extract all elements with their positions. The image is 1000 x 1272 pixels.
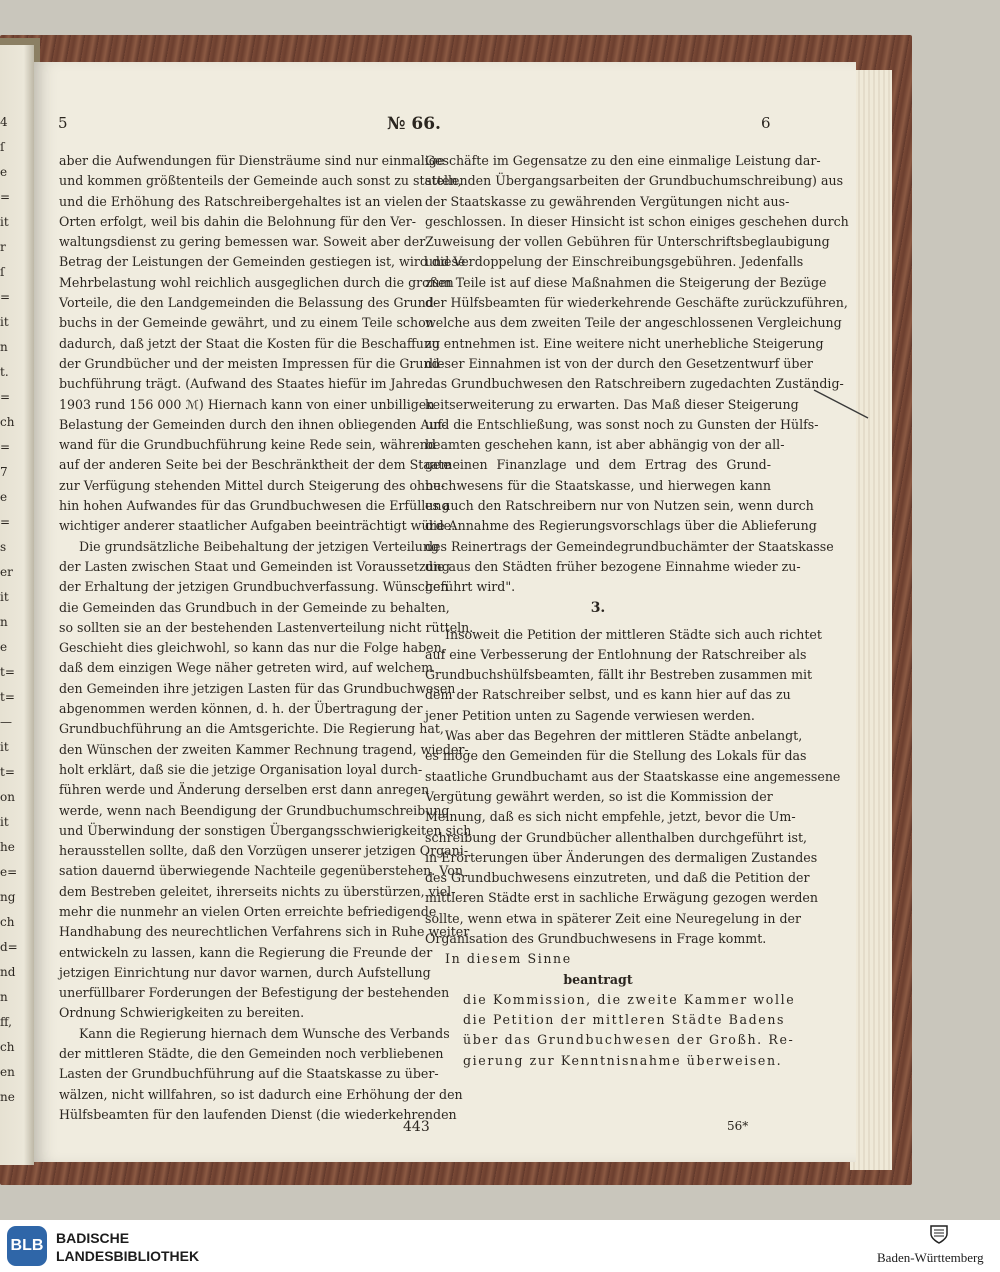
page-number-right: 6 bbox=[761, 114, 771, 132]
text-line: der Grundbücher und der meisten Impressen für die Grund- bbox=[59, 355, 444, 371]
document-page bbox=[34, 62, 856, 1162]
previous-page-fragment: ſ bbox=[0, 140, 5, 154]
previous-page-fragment: t= bbox=[0, 690, 15, 704]
text-line: das Grundbuchwesen den Ratschreibern zugedachten Zuständig- bbox=[425, 376, 844, 392]
text-line: Lasten der Grundbuchführung auf die Staatskasse zu über- bbox=[59, 1066, 439, 1082]
text-line: führen werde und Änderung derselben erst dann anregen bbox=[59, 782, 430, 798]
page-stack bbox=[850, 70, 892, 1170]
right-column bbox=[425, 153, 849, 1073]
text-line: gemeinen Finanzlage und dem Ertrag des Grund- bbox=[425, 457, 771, 473]
text-line: den Gemeinden ihre jetzigen Lasten für das Grundbuchwesen bbox=[59, 680, 456, 696]
text-line: buchführung trägt. (Aufwand des Staates hiefür im Jahre bbox=[59, 376, 425, 392]
text-line: sollte, wenn etwa in späterer Zeit eine Neuregelung in der bbox=[425, 910, 801, 926]
previous-page-fragment: ng bbox=[0, 890, 16, 904]
previous-page-fragment: 4 bbox=[0, 115, 8, 129]
footer-page-number: 443 bbox=[403, 1119, 430, 1135]
previous-page-fragment: on bbox=[0, 790, 15, 804]
previous-page-fragment: d= bbox=[0, 940, 18, 954]
previous-page-fragment: t= bbox=[0, 765, 15, 779]
previous-page-fragment: t= bbox=[0, 665, 15, 679]
previous-page-fragment: 7 bbox=[0, 465, 8, 479]
text-line: waltungsdienst zu gering bemessen war. Soweit aber der bbox=[59, 234, 426, 250]
text-line: Handhabung des neurechtlichen Verfahrens sich in Ruhe weiter bbox=[59, 924, 470, 940]
previous-page-fragment: it bbox=[0, 315, 9, 329]
library-name-line2: LANDESBIBLIOTHEK bbox=[56, 1248, 200, 1264]
text-line: und die Entschließung, was sonst noch zu Gunsten der Hülfs- bbox=[425, 416, 819, 432]
text-line: beamten geschehen kann, ist aber abhängig von der all- bbox=[425, 437, 785, 453]
previous-page-fragment: it bbox=[0, 215, 9, 229]
previous-page-fragment: — bbox=[0, 715, 12, 729]
text-line: Insoweit die Petition der mittleren Städte sich auch richtet bbox=[445, 626, 822, 642]
text-line: Vorteile, die den Landgemeinden die Belassung des Grund- bbox=[59, 295, 439, 311]
text-line: geschlossen. In dieser Hinsicht ist schon einiges geschehen durch bbox=[425, 213, 849, 229]
motion-line: die Kommission, die zweite Kammer wolle bbox=[463, 991, 796, 1007]
text-line: Die grundsätzliche Beibehaltung der jetzigen Verteilung bbox=[79, 538, 440, 554]
text-line: und kommen größtenteils der Gemeinde auch sonst zu statten, bbox=[59, 173, 462, 189]
previous-page-fragment: n bbox=[0, 340, 8, 354]
text-line: der Staatskasse zu gewährenden Vergütungen nicht aus- bbox=[425, 193, 790, 209]
previous-page-fragment: = bbox=[0, 390, 11, 404]
previous-page-fragment: nd bbox=[0, 965, 16, 979]
text-line: Hülfsbeamten für den laufenden Dienst (die wiederkehrenden bbox=[59, 1106, 457, 1122]
text-line: zum Teile ist auf diese Maßnahmen die Steigerung der Bezüge bbox=[425, 274, 827, 290]
text-line: Belastung der Gemeinden durch den ihnen obliegenden Auf- bbox=[59, 416, 447, 432]
previous-page-fragment: r bbox=[0, 240, 6, 254]
footer-signature: 56* bbox=[727, 1119, 749, 1133]
text-line: Ordnung Schwierigkeiten zu bereiten. bbox=[59, 1005, 305, 1021]
text-line: 1903 rund 156 000 ℳ) Hiernach kann von einer unbilligen bbox=[59, 396, 435, 412]
previous-page-fragment: = bbox=[0, 440, 11, 454]
text-line: stellenden Übergangsarbeiten der Grundbuchumschreibung) aus bbox=[425, 173, 844, 189]
text-line: Grundbuchführung an die Amtsgerichte. Die Regierung hat, bbox=[59, 721, 444, 737]
text-line: so sollten sie an der bestehenden Lastenverteilung nicht rütteln. bbox=[59, 619, 474, 635]
text-line: der mittleren Städte, die den Gemeinden noch verbliebenen bbox=[59, 1046, 444, 1062]
text-line: schreibung der Grundbücher allenthalben durchgeführt ist, bbox=[425, 829, 808, 845]
text-line: die Gemeinden das Grundbuch in der Gemeinde zu behalten, bbox=[59, 599, 450, 615]
text-line: mehr die nunmehr an vielen Orten erreichte befriedigende bbox=[59, 903, 437, 919]
previous-page-fragment: t. bbox=[0, 365, 9, 379]
text-line: Vergütung gewährt werden, so ist die Kommission der bbox=[425, 788, 773, 804]
library-footer-bar bbox=[0, 1220, 1000, 1272]
text-line: jetzigen Einrichtung nur davor warnen, durch Aufstellung bbox=[59, 964, 431, 980]
text-line: Geschäfte im Gegensatze zu den eine einmalige Leistung dar- bbox=[425, 153, 821, 168]
page-number-left: 5 bbox=[58, 114, 68, 132]
text-line: wand für die Grundbuchführung keine Rede sein, während bbox=[59, 437, 436, 453]
text-line: zu entnehmen ist. Eine weitere nicht unerhebliche Steigerung bbox=[425, 335, 824, 351]
text-line: sation dauernd überwiegende Nachteile gegenüberstehen. Von bbox=[59, 863, 463, 879]
previous-page-fragment: ff, bbox=[0, 1015, 12, 1029]
text-line: zur Verfügung stehenden Mittel durch Steigerung des ohne- bbox=[59, 477, 445, 493]
section-number: 3. bbox=[590, 599, 606, 616]
previous-page-fragment: e bbox=[0, 490, 8, 504]
text-line: aber die Aufwendungen für Diensträume sind nur einmalige bbox=[59, 153, 445, 168]
text-line: Was aber das Begehren der mittleren Städte anbelangt, bbox=[445, 728, 803, 744]
text-line: holt erklärt, daß sie die jetzige Organisation loyal durch- bbox=[59, 761, 423, 777]
previous-page-fragment: ch bbox=[0, 1040, 15, 1054]
previous-page-fragment: he bbox=[0, 840, 15, 854]
text-line: entwickeln zu lassen, kann die Regierung die Freunde der bbox=[59, 944, 433, 960]
text-line: Zuweisung der vollen Gebühren für Unterschriftsbeglaubigung bbox=[425, 234, 830, 250]
text-line: mittleren Städte erst in sachliche Erwägung gezogen werden bbox=[425, 890, 818, 906]
previous-page-fragment: = bbox=[0, 190, 11, 204]
previous-page-fragment: ch bbox=[0, 415, 15, 429]
text-line: die aus den Städten früher bezogene Einnahme wieder zu- bbox=[425, 558, 801, 574]
previous-page-fragment: en bbox=[0, 1065, 15, 1079]
previous-page-fragment: it bbox=[0, 815, 9, 829]
text-line: Meinung, daß es sich nicht empfehle, jetzt, bevor die Um- bbox=[425, 809, 796, 825]
text-line: unerfüllbarer Forderungen der Befestigung der bestehenden bbox=[59, 985, 450, 1001]
motion-line: gierung zur Kenntnisnahme überweisen. bbox=[463, 1052, 783, 1068]
previous-page-fragment: e bbox=[0, 165, 8, 179]
text-line: wälzen, nicht willfahren, so ist dadurch eine Erhöhung der den bbox=[59, 1086, 463, 1102]
text-line: es auch den Ratschreibern nur von Nutzen sein, wenn durch bbox=[425, 498, 814, 514]
previous-page-fragment: e bbox=[0, 640, 8, 654]
text-line: Organisation des Grundbuchwesens in Frage kommt. bbox=[425, 930, 767, 946]
text-line: Kann die Regierung hiernach dem Wunsche des Verbands bbox=[79, 1025, 450, 1041]
text-line: des Reinertrags der Gemeindegrundbuchämter der Staatskasse bbox=[425, 538, 834, 554]
previous-page-fragment: ſ bbox=[0, 265, 5, 279]
text-line: des Grundbuchwesens einzutreten, und daß die Petition der bbox=[425, 870, 810, 886]
text-line: staatliche Grundbuchamt aus der Staatskasse eine angemessene bbox=[425, 768, 841, 784]
motion-verb: beantragt bbox=[563, 971, 633, 987]
motion-line: die Petition der mittleren Städte Badens bbox=[463, 1012, 786, 1028]
text-line: Mehrbelastung wohl reichlich ausgeglichen durch die großen bbox=[59, 274, 454, 290]
text-line: den Wünschen der zweiten Kammer Rechnung tragend, wieder- bbox=[59, 741, 469, 757]
text-line: daß dem einzigen Wege näher getreten wird, auf welchem bbox=[59, 660, 434, 676]
text-line: Orten erfolgt, weil bis dahin die Belohnung für den Ver- bbox=[59, 213, 416, 229]
text-line: dadurch, daß jetzt der Staat die Kosten für die Beschaffung bbox=[59, 335, 441, 351]
text-line: der Hülfsbeamten für wiederkehrende Geschäfte zurückzuführen, bbox=[425, 295, 848, 311]
document-number: № 66. bbox=[387, 114, 441, 134]
text-line: die Annahme des Regierungsvorschlags über die Ablieferung bbox=[425, 518, 817, 534]
text-line: geführt wird". bbox=[425, 579, 516, 595]
previous-page-edge bbox=[0, 45, 34, 1165]
previous-page-fragment: ch bbox=[0, 915, 15, 929]
text-line: keitserweiterung zu erwarten. Das Maß dieser Steigerung bbox=[425, 396, 799, 412]
text-line: und die Erhöhung des Ratschreibergehaltes ist an vielen bbox=[59, 193, 423, 209]
text-line: auf eine Verbesserung der Entlohnung der Ratschreiber als bbox=[425, 646, 807, 662]
text-line: buchwesens für die Staatskasse, und hierwegen kann bbox=[425, 477, 771, 493]
text-line: abgenommen werden können, d. h. der Übertragung der bbox=[59, 701, 423, 717]
text-line: dem Bestreben geleitet, ihrerseits nichts zu überstürzen, viel- bbox=[59, 883, 456, 899]
library-name-line1: BADISCHE bbox=[56, 1230, 130, 1246]
text-line: dieser Einnahmen ist von der durch den Gesetzentwurf über bbox=[425, 355, 813, 371]
previous-page-fragment: n bbox=[0, 615, 8, 629]
library-name bbox=[56, 1229, 199, 1265]
pen-mark bbox=[812, 384, 872, 424]
previous-page-fragment: s bbox=[0, 540, 7, 554]
blb-logo[interactable]: BLB bbox=[7, 1226, 47, 1266]
previous-page-fragment: er bbox=[0, 565, 13, 579]
previous-page-fragment: it bbox=[0, 740, 9, 754]
text-line: jener Petition unten zu Sagende verwiesen werden. bbox=[425, 707, 755, 723]
text-line: Betrag der Leistungen der Gemeinden gestiegen ist, wird diese bbox=[59, 254, 466, 270]
right-column-part2 bbox=[425, 626, 841, 952]
text-line: der Erhaltung der jetzigen Grundbuchverfassung. Wünschen bbox=[59, 579, 449, 595]
previous-page-fragment: ne bbox=[0, 1090, 15, 1104]
text-line: in Erörterungen über Änderungen des dermaligen Zustandes bbox=[425, 849, 818, 865]
text-line: der Lasten zwischen Staat und Gemeinden ist Voraussetzung bbox=[59, 558, 450, 574]
previous-page-fragment: = bbox=[0, 290, 11, 304]
motion-text bbox=[425, 991, 796, 1073]
previous-page-fragment: n bbox=[0, 990, 8, 1004]
motion-intro: In diesem Sinne bbox=[445, 951, 572, 967]
text-line: herausstellen sollte, daß den Vorzügen unserer jetzigen Organi- bbox=[59, 843, 469, 859]
region-name: Baden-Württemberg bbox=[877, 1250, 984, 1265]
text-line: es möge den Gemeinden für die Stellung des Lokals für das bbox=[425, 748, 807, 764]
text-line: wichtiger anderer staatlicher Aufgaben beeinträchtigt würde. bbox=[59, 518, 456, 534]
motion-line: über das Grundbuchwesen der Großh. Re- bbox=[463, 1032, 795, 1048]
text-line: hin hohen Aufwandes für das Grundbuchwesen die Erfüllung bbox=[59, 498, 450, 514]
text-line: Grundbuchshülfsbeamten, fällt ihr Bestreben zusammen mit bbox=[425, 667, 813, 683]
right-column-part1 bbox=[425, 153, 849, 600]
previous-page-fragment: = bbox=[0, 515, 11, 529]
text-line: dem der Ratschreiber selbst, und es kann hier auf das zu bbox=[425, 687, 791, 703]
text-line: und Überwindung der sonstigen Übergangsschwierigkeiten sich bbox=[59, 822, 472, 838]
text-line: buchs in der Gemeinde gewährt, und zu einem Teile schon bbox=[59, 315, 434, 331]
text-line: und Verdoppelung der Einschreibungsgebühren. Jedenfalls bbox=[425, 254, 804, 270]
text-line: welche aus dem zweiten Teile der angeschlossenen Vergleichung bbox=[425, 315, 842, 331]
previous-page-fragment: it bbox=[0, 590, 9, 604]
text-line: werde, wenn nach Beendigung der Grundbuchumschreibung bbox=[59, 802, 450, 818]
coat-of-arms-icon bbox=[928, 1224, 950, 1244]
previous-page-fragment: e= bbox=[0, 865, 18, 879]
text-line: Geschieht dies gleichwohl, so kann das nur die Folge haben, bbox=[59, 640, 446, 656]
text-line: auf der anderen Seite bei der Beschränktheit der dem Staate bbox=[59, 457, 451, 473]
